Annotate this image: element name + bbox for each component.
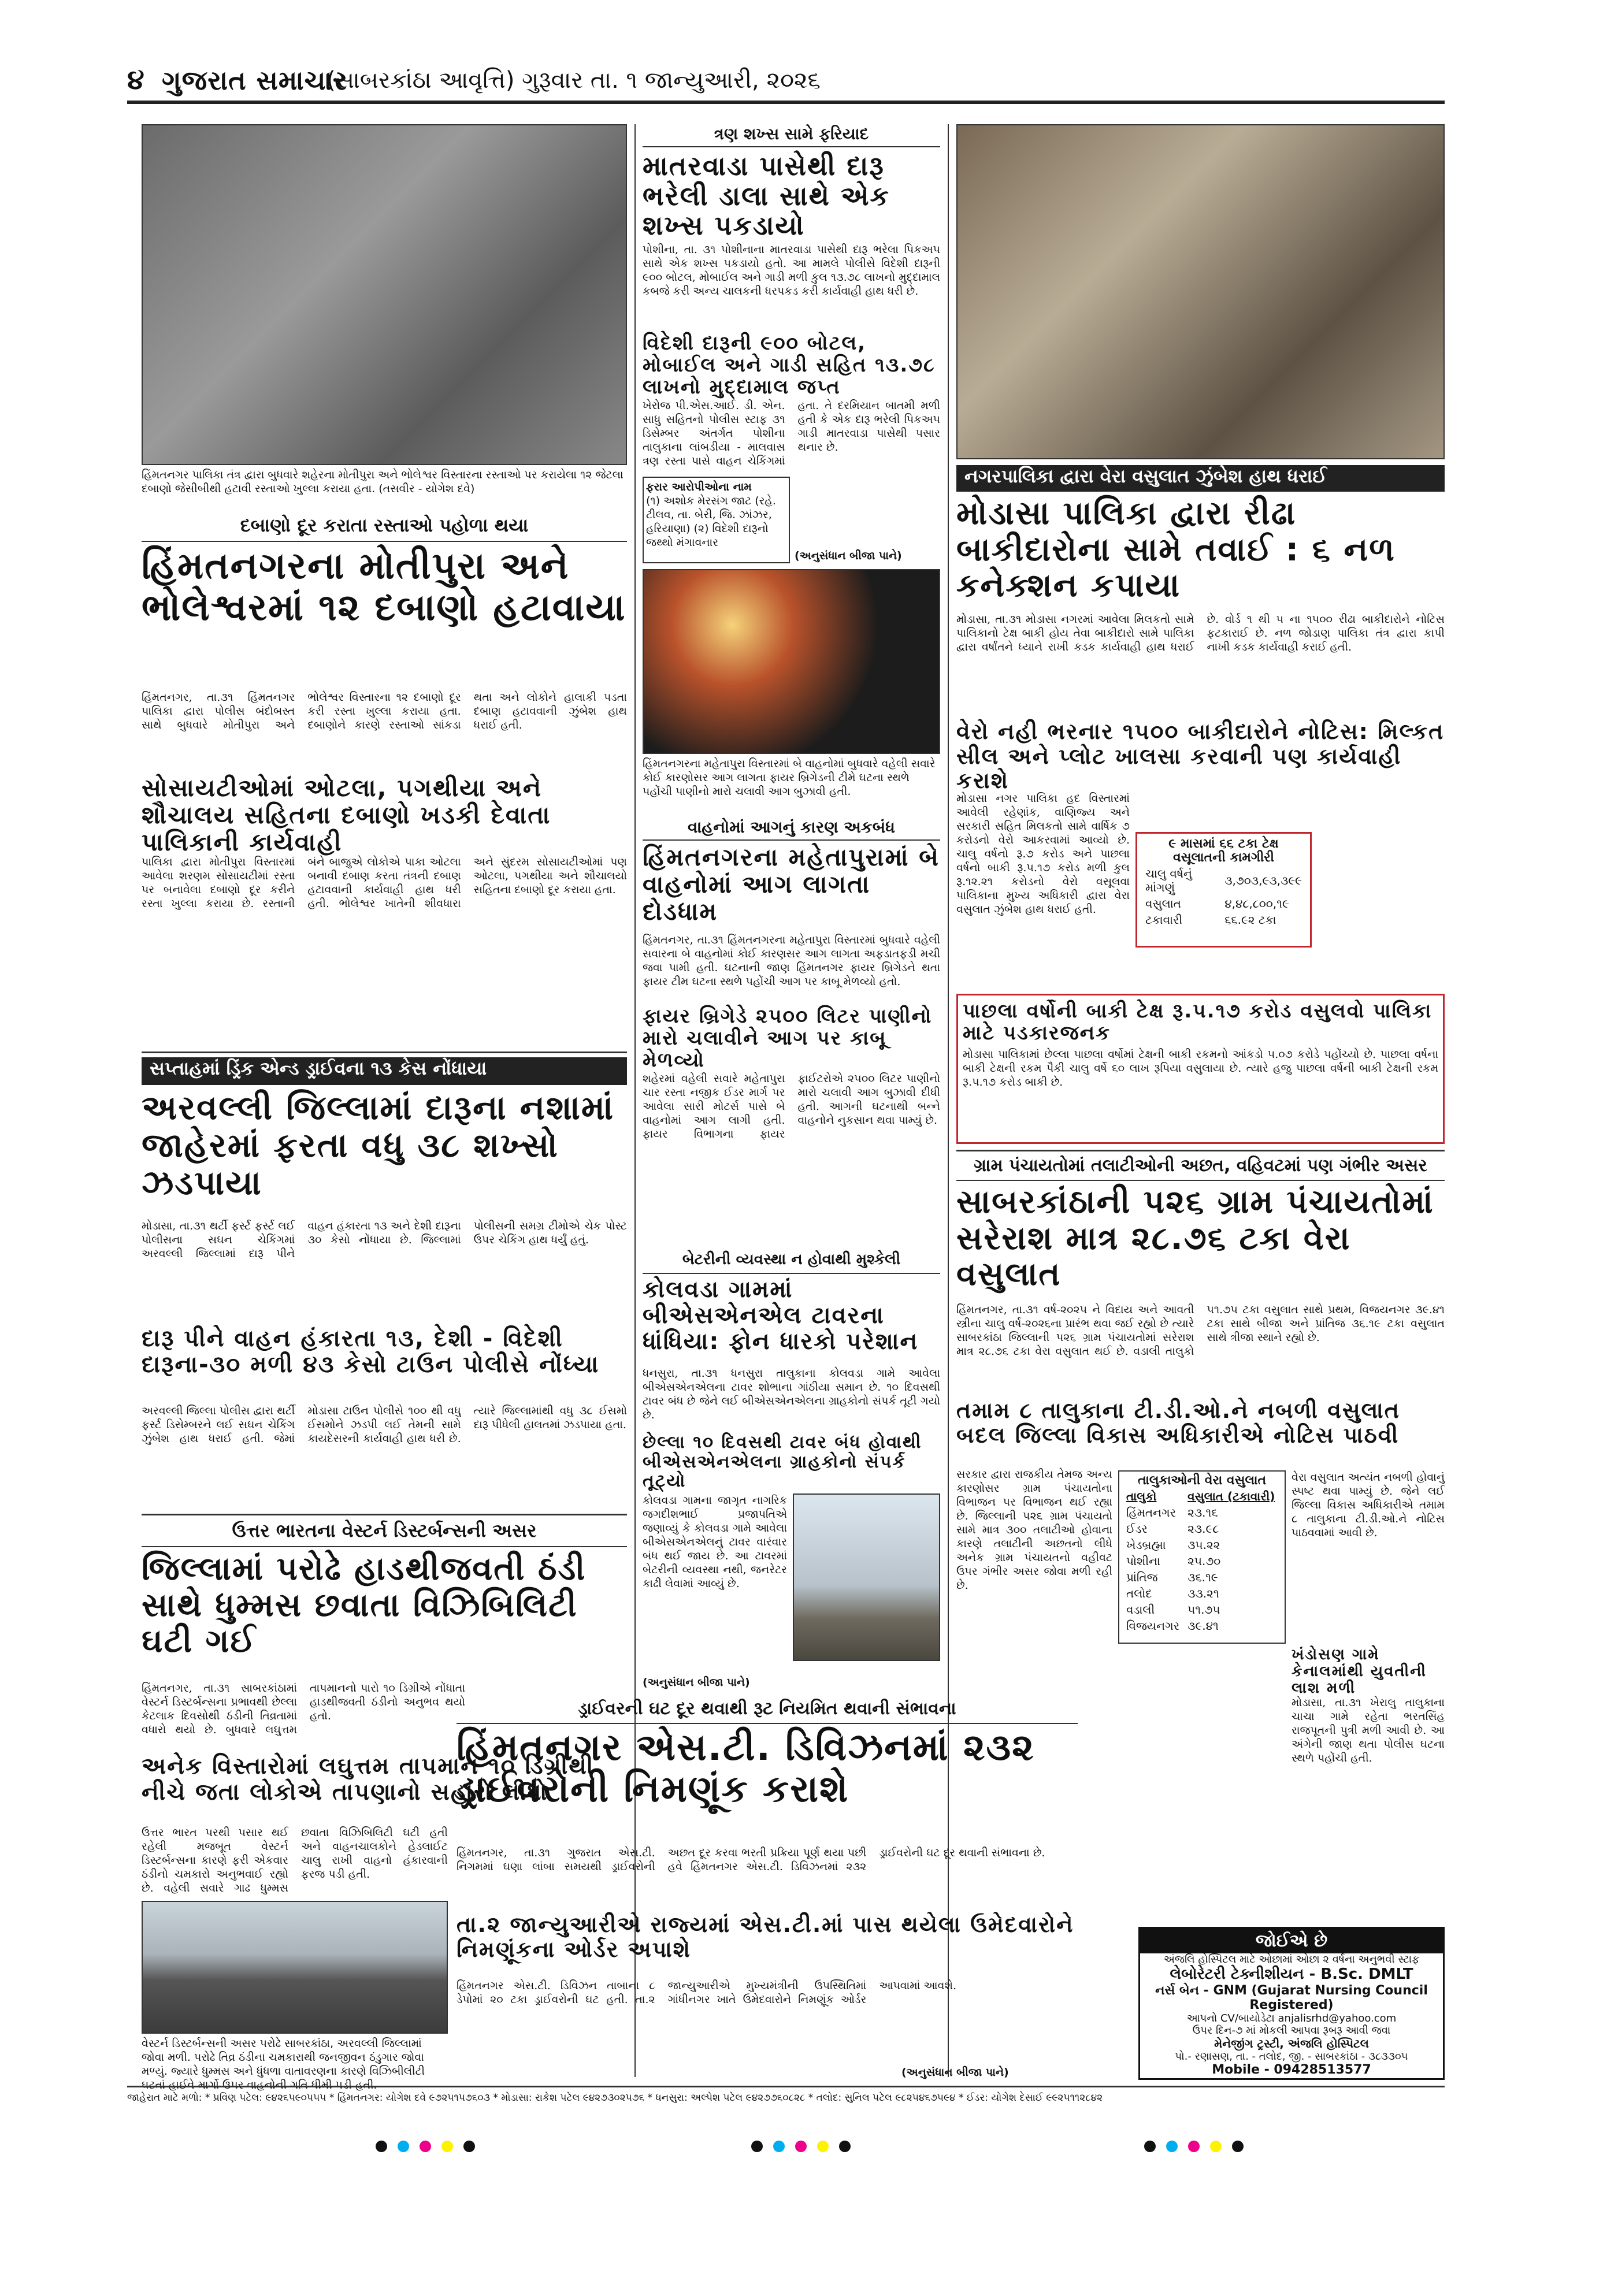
headline: મોડાસા પાલિકા દ્વારા રીઢા બાકીદારોના સામે તવાઈ : ૬ નળ કનેક્શન કપાયા: [956, 495, 1396, 605]
article-body: કોલવડા ગામના જાગૃત નાગરિક જગદીશભાઈ પ્રજાપતિએ જણાવ્યું કે કોલવડા ગામે આવેલા બીએસએનએલનું ટાવર વારંવાર બંધ થઈ જાય છે. આ ટાવરમાં બેટરીની વ્યવસ્થા નથી, જનરેટર કાઢી લેવામાં આવ્યું છે.: [643, 1494, 787, 1590]
page-number: ૪: [127, 64, 144, 96]
article-body: હિંમતનગર, તા.૩૧ ગુજરાત એસ.ટી. નિગમમાં ઘણા લાંબા સમયથી ડ્રાઈવરોની અછત દૂર કરવા ભરતી પ્રક્રિયા પૂર્ણ થયા પછી હવે હિંમતનગર એસ.ટી. ડિવિઝનમાં ૨૩૨ ડ્રાઈવરોની ઘટ દૂર થવાની સંભાવના છે.: [457, 1847, 1045, 1873]
arrears-body: મોડાસા પાલિકામાં છેલ્લા પાછલા વર્ષોમાં ટેક્ષની બાકી રકમનો આંકડો ૫.૦૭ કરોડે પહોંચ્યો છે. પાછલા વર્ષના બાકી ટેક્ષની રકમ પૈકી ચાલુ વર્ષે ૬૦ લાખ રૂપિયા વસુલાયા છે. ત્યારે હજુ પાછલા વર્ષની બાકી ટેક્ષની રકમ રૂ.૫.૧૭ કરોડ બાકી છે.: [963, 1048, 1438, 1089]
photo-caption: હિંમતનગર પાલિકા તંત્ર દ્વારા બુધવારે શહેરના મોતીપુરા અને ભોલેશ્વર વિસ્તારના રસ્તાઓ પર કરાયેલા ૧૨ જેટલા દબાણો જેસીબીથી હટાવી રસ્તાઓ ખુલ્લા કરાયા હતા. (તસવીર - યોગેશ દવે): [142, 469, 624, 495]
article-body: ધનસુરા, તા.૩૧ ધનસુરા તાલુકાના કોલવડા ગામે આવેલા બીએસએનએલના ટાવર શોભાના ગાંઠીયા સમાન છે. ૧૦ દિવસથી ટાવર બંધ છે જેને લઈ બીએસએનએલના ગ્રાહકોનો સંપર્ક તૂટી ગયો છે.: [643, 1367, 940, 1421]
kicker: નગરપાલિકા દ્વારા વેરા વસુલાત ઝુંબેશ હાથ ધરાઈ: [956, 465, 1445, 492]
registration-dot: [463, 2141, 475, 2152]
registration-marks: [751, 2138, 959, 2155]
table-row: પોશીના ૨૫.૭૦: [1126, 1554, 1221, 1568]
article-body: વેરા વસુલાત અત્યંત નબળી હોવાનું સ્પષ્ટ થવા પામ્યું છે. જેને લઈ જિલ્લા વિકાસ અધિકારીએ તમામ ૮ તાલુકાના ટી.ડી.ઓ.ને નોટિસ પાઠવવામાં આવી છે.: [1292, 1471, 1445, 1539]
table-row: તલોદ ૩૩.૨૧: [1126, 1587, 1219, 1600]
kicker: સપ્તાહમાં ડ્રિંક એન્ડ ડ્રાઈવના ૧૩ કેસ નોંધાયા: [142, 1057, 627, 1085]
article-body: હિંમતનગર, તા.૩૧ વર્ષ-૨૦૨૫ ને વિદાય અને આવતી સ્ત્રીના ચાલુ વર્ષ-૨૦૨૬ના પ્રારંભ થવા જઈ રહ્યો છે ત્યારે સાબરકાંઠા જિલ્લાની પ૨૬ ગ્રામ પંચાયતોમાં સરેરાશ માત્ર ૨૮.૭૬ ટકા વેરા વસુલાત થઈ છે. વડાલી તાલુકો પ૧.૭૫ ટકા વસુલાત સાથે પ્રથમ, વિજયનગર ૩૯.૪૧ ટકા સાથે બીજા અને પ્રાંતિજ ૩૬.૧૯ ટકા વસુલાત સાથે ત્રીજા સ્થાને રહ્યો છે.: [956, 1303, 1445, 1358]
table-row: ટકાવારી ૬૬.૯૨ ટકા: [1145, 913, 1276, 927]
accused-list: (૧) અશોક મેરસંગ જાટ (રહે. ટીલવ, તા. બેરી, જિ. ઝાંઝર, હરિયાણા) (૨) વિદેશી દારૂનો જથ્થો મંગાવનાર: [646, 495, 776, 549]
headline: માતરવાડા પાસેથી દારૂ ભરેલી ડાલા સાથે એક શખ્સ પકડાયો: [643, 150, 890, 242]
newspaper-name: ગુજરાત સમાચાર: [162, 65, 347, 96]
kicker: ત્રણ શખ્સ સામે ફરિયાદ: [643, 124, 940, 147]
registration-dot: [751, 2141, 763, 2152]
registration-dot: [1144, 2141, 1156, 2152]
subheadline: ફાયર બ્રિગેડે ૨૫૦૦ લિટર પાણીનો મારો ચલાવીને આગ પર કાબૂ મેળવ્યો: [643, 1005, 933, 1072]
edition-date: (સાબરકાંઠા આવૃત્તિ) ગુરૂવાર તા. ૧ જાન્યુઆરી, ૨૦૨૬: [326, 67, 821, 94]
article-body: હિંમતનગર, તા.૩૧ સાબરકાંઠામાં વેસ્ટર્ન ડિસ્ટર્બન્સના પ્રભાવથી છેલ્લા કેટલાક દિવસોથી ઠંડીની તિવ્રતામાં વધારો થયો છે. બુધવારે લઘુત્તમ તાપમાનનો પારો ૧૦ ડિગ્રીએ નોંધાતા હાડથીજવતી ઠંડીનો અનુભવ થયો હતો.: [142, 1682, 465, 1736]
taluka-table: [1122, 1488, 1279, 1634]
headline: અરવલ્લી જિલ્લામાં દારૂના નશામાં જાહેરમાં ફરતા વધુ ૩૮ શખ્સો ઝડપાયા: [142, 1088, 615, 1202]
table-row: ખેડબ્રહ્મા ૩૫.૨૨: [1126, 1538, 1220, 1552]
table-row: ચાલુ વર્ષનું માંગણું ૩,૭૦૩,૯૩,૩૯૯: [1145, 867, 1302, 894]
article-body: હિંમતનગર એસ.ટી. ડિવિઝન તાબાના ૮ ડેપોમાં ૨૦ ટકા ડ્રાઈવરોની ઘટ હતી. તા.૨ જાન્યુઆરીએ મુખ્યમંત્રીની ઉપસ્થિતિમાં ગાંધીનગર ખાતે ઉમેદવારોને નિમણૂંક ઓર્ડર આપવામાં આવશે.: [457, 1979, 957, 2006]
article-body: અરવલ્લી જિલ્લા પોલીસ દ્વારા થર્ટી ફર્સ્ટ ડિસેમ્બરને લઈ સઘન ચેકિંગ ઝુંબેશ હાથ ધરાઈ હતી. જેમાં મોડાસા ટાઉન પોલીસે ૧૦૦ થી વધુ ઈસમોને ઝડપી લઈ તેમની સામે કાયદેસરની કાર્યવાહી હાથ ધરી છે. ત્યારે જિલ્લામાંથી વધુ ૩૮ ઈસમો દારૂ પીધેલી હાલતમાં ઝડપાયા હતા.: [142, 1405, 627, 1445]
article-body: પાલિકા દ્વારા મોતીપુરા વિસ્તારમાં આવેલા શરણમ સોસાયટીમાં રસ્તા પર બનાવેલા દબાણો દૂર કરીને રસ્તા ખુલ્લા કરાયા છે. રસ્તાની બંને બાજુએ લોકોએ પાકા ઓટલા બનાવી દબાણ કરતા તંત્રની દબાણ હટાવવાની કાર્યવાહી હાથ ધરી હતી. ભોલેશ્વર ખાતેની શીવધારા અને સુંદરમ સોસાયટીઓમાં પણ ઓટલા, પગથીયા અને શૌચાલયો સહિતના દબાણો દૂર કરાયા હતા.: [142, 856, 627, 910]
taluka-table-title: તાલુકાઓની વેરા વસુલાત: [1137, 1473, 1267, 1488]
tax-table: [1141, 865, 1307, 928]
subheadline: અનેક વિસ્તારોમાં લઘુત્તમ તાપમાન ૧૦ ડિગ્રીથી નીચે જતા લોકોએ તાપણાનો સહારો લીધો: [142, 1753, 595, 1805]
registration-dot: [1232, 2141, 1244, 2152]
registration-dot: [839, 2141, 851, 2152]
article-body: મોડાસા, તા.૩૧ થર્ટી ફર્સ્ટ ફર્સ્ટ લઈ પોલીસના સઘન ચેકિંગમાં અરવલ્લી જિલ્લામાં દારૂ પીને વાહન હંકારતા ૧૩ અને દેશી દારૂના ૩૦ કેસો નોંધાયા છે. જિલ્લામાં પોલીસની સમગ્ર ટીમોએ ચેક પોસ્ટ ઉપર ચેકિંગ હાથ ધર્યું હતું.: [142, 1220, 627, 1260]
kicker: દબાણો દૂર કરાતા રસ્તાઓ પહોળા થયા: [142, 514, 627, 542]
registration-dot: [817, 2141, 829, 2152]
table-row: ઈડર ૨૩.૯૮: [1126, 1522, 1219, 1536]
subheadline: તા.૨ જાન્યુઆરીએ રાજ્યમાં એસ.ટી.માં પાસ થયેલા ઉમેદવારોને નિમણૂંકના ઓર્ડર અપાશે: [457, 1912, 1074, 1962]
tax-summary-box: [1135, 832, 1312, 948]
kicker: ઉત્તર ભારતના વેસ્ટર્ન ડિસ્ટર્બન્સની અસર: [142, 1519, 627, 1547]
table-row: વડાલી ૫૧.૭૫: [1126, 1603, 1220, 1617]
photo-caption: વેસ્ટર્ન ડિસ્ટર્બન્સની અસર પરોઢે સાબરકાંઠા, અરવલ્લી જિલ્લામાં જોવા મળી. પરોઢે તિવ્ર ઠંડીના ચમકારાથી જનજીવન ઠંડુગાર જોવા મળ્યું. જ્યારે ધુમ્મસ અને ધુંધળા વાતાવરણના કારણે વિઝિબીલીટી ઘટતાં હાઈવે માર્ગો ઉપર વાહનોની ગતિ ધીમી પડી હતી.: [142, 2037, 425, 2091]
table-row: હિંમતનગર ૨૩.૧૬: [1126, 1506, 1218, 1519]
article-body: પોશીના, તા. ૩૧ પોશીનાના માતરવાડા પાસેથી દારૂ ભરેલા પિકઅપ સાથે એક શખ્સ પકડાયો હતો. આ મામલે પોલીસે વિદેશી દારૂની ૯૦૦ બોટલ, મોબાઈલ અને ગાડી મળી કુલ ૧૩.૭૮ લાખનો મુદ્દામાલ કબજે કરી અન્ય ચાલકની ધરપકડ કરી કાર્યવાહી હાથ ધરી છે.: [643, 243, 940, 298]
taluka-table-box: [1118, 1470, 1286, 1644]
ad-line: પો.- રણાસણ, તા. - તલોદ, જી. - સાબરકાંઠા - ૩૮૩૩૦૫: [1175, 2050, 1408, 2063]
ad-mobile: Mobile - 09428513577: [1212, 2063, 1371, 2077]
headline: કોલવડા ગામમાં બીએસએનએલ ટાવરના ધાંધિયા: ફોન ધારકો પરેશાન: [643, 1276, 919, 1355]
vehicle-fire-photo: [643, 569, 940, 754]
article-body: હિંમતનગર, તા.૩૧ હિંમતનગરના મહેતાપુરા વિસ્તારમાં બુધવારે વહેલી સવારના બે વાહનોમાં કોઈ કારણસર આગ લાગતા અફડાતફડી મચી જવા પામી હતી. ઘટનાની જાણ હિંમતનગર ફાયર બ્રિગેડને થતા ફાયર ટીમ ઘટના સ્થળે પહોંચી આગ પર કાબૂ મેળવ્યો હતો.: [643, 934, 940, 988]
ad-line: અંજલિ હોસ્પિટલ માટે ઓછામાં ઓછા ૨ વર્ષના અનુભવી સ્ટાફ: [1163, 1953, 1420, 1966]
headline: હિંમતનગરના મોતીપુરા અને ભોલેશ્વરમાં ૧૨ દબાણો હટાવાયા: [142, 545, 626, 629]
registration-dot: [773, 2141, 785, 2152]
subheadline: વેરો નહી ભરનાર ૧૫૦૦ બાકીદારોને નોટિસ: મિલ્કત સીલ અને પ્લોટ ખાલસા કરવાની પણ કાર્યવાહી કરાશે: [956, 719, 1445, 794]
subheadline: તમામ ૮ તાલુકાના ટી.ડી.ઓ.ને નબળી વસુલાત બદલ જિલ્લા વિકાસ અધિકારીએ નોટિસ પાઠવી: [956, 1398, 1400, 1448]
fog-highway-photo: [142, 1901, 448, 2034]
ad-line: મેનેજીંગ ટ્રસ્ટી, અંજલિ હોસ્પિટલ: [1214, 2037, 1369, 2050]
arrears-title: પાછલા વર્ષોની બાકી ટેક્ષ રૂ.૫.૧૭ કરોડ વસુલવો પાલિકા માટે પડકારજનક: [963, 1000, 1433, 1045]
registration-dot: [1166, 2141, 1178, 2152]
ad-line: ઉપર દિન-૭ માં મોકલી આપવા રૂબરૂ આવી જવા: [1192, 2024, 1391, 2037]
ad-line: આપનો CV/બાયોડેટા anjalisrhd@yahoo.com: [1186, 2012, 1397, 2024]
article-body: ઉત્તર ભારત પરથી પસાર થઈ રહેલી મજબૂત વેસ્ટર્ન ડિસ્ટર્બન્સના કારણે ફરી એકવાર ઠંડીનો ચમકારો અનુભવાઈ રહ્યો છે. વહેલી સવારે ગાઢ ધુમ્મસ છવાતા વિઝિબિલિટી ઘટી હતી અને વાહનચાલકોને હેડલાઈટ ચાલુ રાખી વાહનો હંકારવાની ફરજ પડી હતી.: [142, 1826, 448, 1894]
job-advertisement: [1138, 1927, 1445, 2080]
article-body: સરકાર દ્વારા રાજકીય તેમજ અન્ય કારણોસર ગ્રામ પંચાયતોના વિભાજન પર વિભાજન થઈ રહ્યા છે. જિલ્લાની પ૨૬ ગ્રામ પંચાયતો સામે માત્ર ૩૦૦ તલાટીઓ હોવાના કારણે તલાટીની અછતનો લીધે અનેક ગ્રામ પંચાયતનો વહીવટ ઉપર ગંભીર અસર જોવા મળી રહી છે.: [956, 1468, 1112, 1592]
table-row: પ્રાંતિજ ૩૬.૧૯: [1126, 1570, 1218, 1584]
arrears-box: [956, 994, 1445, 1144]
accused-box: [643, 477, 790, 563]
ad-line: નર્સ બેન - GNM (Gujarat Nursing Council Registered): [1155, 1983, 1428, 2012]
article-body: મોડાસા, તા.૩૧ ખેરાલુ તાલુકાના ચાચા ગામે રહેતા ભરતસિંહ રાજપૂતની પુત્રી મળી આવી છે. આ અંગેની જાણ થતા પોલીસ ઘટના સ્થળે પહોંચી હતી.: [1292, 1696, 1445, 1764]
headline: હિંમતનગર એસ.ટી. ડિવિઝનમાં ૨૩૨ ડ્રાઈવરોની નિમણૂંક કરાશે: [457, 1726, 1035, 1811]
article-body: ખેરોજ પી.એસ.આઈ. ડી. એન. સાધુ સહિતનો પોલીસ સ્ટાફ ૩૧ ડિસેમ્બર અંતર્ગત પોશીના તાલુકાના લાંબડીયા - માલવાસ ત્રણ રસ્તા પાસે વાહન ચેકિંગમાં હતા. તે દરમિયાન બાતમી મળી હતી કે એક દારૂ ભરેલી પિકઅપ ગાડી માતરવાડા પાસેથી પસાર થનાર છે.: [643, 399, 940, 467]
registration-marks: [1144, 2138, 1352, 2155]
continued-note: (અનુસંધાન બીજા પાને): [643, 1676, 750, 1689]
table-row: વિજયનગર ૩૯.૪૧: [1126, 1619, 1219, 1633]
water-connection-photo: [956, 124, 1445, 459]
article-body: શહેરમાં વહેલી સવારે મહેતાપુરા ચાર રસ્તા નજીક ઈડર માર્ગ પર આવેલા સારી મોટર્સ પાસે બે વાહનોમાં આગ લાગી હતી. ફાયર વિભાગના ફાયર ફાઈટરોએ ૨૫૦૦ લિટર પાણીનો મારો ચલાવી આગ બુઝાવી દીધી હતી. આગની ઘટનાથી બન્ને વાહનોને નુકસાન થવા પામ્યું છે.: [643, 1072, 940, 1140]
registration-dot: [795, 2141, 807, 2152]
registration-dot: [1188, 2141, 1200, 2152]
registration-dot: [420, 2141, 431, 2152]
accused-title: ફરાર આરોપીઓના નામ: [646, 481, 752, 493]
bsnl-tower-photo: [793, 1493, 940, 1661]
divider: [142, 1052, 627, 1053]
subheadline: સોસાયટીઓમાં ઓટલા, પગથીયા અને શૌચાલય સહિતના દબાણો ખડકી દેવાતા પાલિકાની કાર્યવાહી: [142, 774, 551, 857]
masthead: [127, 64, 1445, 104]
kicker: ડ્રાઈવરની ઘટ દૂર થવાથી રૂટ નિયમિત થવાની સંભાવના: [457, 1699, 1078, 1724]
divider: [142, 1514, 627, 1515]
registration-dot: [1210, 2141, 1222, 2152]
demolition-photo: [142, 124, 627, 465]
tax-box-title: ૯ માસમાં ૬૬ ટકા ટેક્ષ વસૂલાતની કામગીરી: [1168, 837, 1279, 865]
kicker: બેટરીની વ્યવસ્થા ન હોવાથી મુશ્કેલી: [643, 1251, 940, 1274]
ad-line: લેબોરેટરી ટેક્નીશીયન - B.Sc. DMLT: [1170, 1966, 1413, 1983]
subheadline: છેલ્લા ૧૦ દિવસથી ટાવર બંધ હોવાથી બીએસએનએલના ગ્રાહકોનો સંપર્ક તૂટ્યો: [643, 1432, 922, 1492]
article-body: હિંમતનગર, તા.૩૧ હિંમતનગર પાલિકા દ્વારા પોલીસ બંદોબસ્ત સાથે બુધવારે મોતીપુરા અને ભોલેશ્વર વિસ્તારના ૧૨ દબાણો દૂર કરી રસ્તા ખુલ્લા કરાયા હતા. દબાણોને કારણે રસ્તાઓ સાંકડા થતા અને લોકોને હાલાકી પડતા દબાણ હટાવવાની ઝુંબેશ હાથ ધરાઈ હતી.: [142, 691, 627, 731]
kicker: વાહનોમાં આગનું કારણ અકબંધ: [643, 818, 940, 841]
table-header: તાલુકો વસુલાત (ટકાવારી): [1126, 1489, 1275, 1503]
ad-header: જોઈએ છે: [1140, 1929, 1443, 1953]
divider: [956, 1150, 1445, 1151]
subheadline: ખંડોસણ ગામે કેનાલમાંથી યુવતીની લાશ મળી: [1292, 1646, 1427, 1697]
subheadline: દારૂ પીને વાહન હંકારતા ૧૩, દેશી - વિદેશી દારૂના-૩૦ મળી ૪૩ કેસો ટાઉન પોલીસે નોંધ્યા: [142, 1325, 600, 1378]
subheadline: વિદેશી દારૂની ૯૦૦ બોટલ, મોબાઈલ અને ગાડી સહિત ૧૩.૭૮ લાખનો મુદ્દામાલ જપ્ત: [643, 332, 936, 399]
registration-dot: [398, 2141, 409, 2152]
article-body: મોડાસા, તા.૩૧ મોડાસા નગરમાં આવેલા મિલકતો સામે પાલિકાનો ટેક્ષ બાકી હોય તેવા બાકીદારો સામે પાલિકા દ્વારા વર્ષાંતને ધ્યાને રાખી કડક કાર્યવાહી હાથ ધરાઈ છે. વોર્ડ ૧ થી ૫ ના ૧૫૦૦ રીઢા બાકીદારોને નોટિસ ફટકારાઈ છે. નળ જોડાણ પાલિકા તંત્ર દ્વારા કાપી નાખી કડક કાર્યવાહી કરાઈ હતી.: [956, 613, 1445, 653]
continued-note: (અનુસંધાન બીજા પાને): [795, 549, 902, 562]
photo-caption: હિંમતનગરના મહેતાપુરા વિસ્તારમાં બે વાહનોમાં બુધવારે વહેલી સવારે કોઈ કારણોસર આગ લાગતા ફાયર બ્રિગેડની ટીમે ઘટના સ્થળે પહોંચી પાણીનો મારો ચલાવી આગ બુઝાવી હતી.: [643, 757, 936, 798]
headline: જિલ્લામાં પરોઢે હાડથીજવતી ઠંડી સાથે ધુમ્મસ છવાતા વિઝિબિલિટી ઘટી ગઈ: [142, 1550, 587, 1660]
registration-dot: [376, 2141, 387, 2152]
registration-marks: [376, 2138, 584, 2155]
registration-dot: [441, 2141, 453, 2152]
headline: સાબરકાંઠાની પ૨૬ ગ્રામ પંચાયતોમાં સરેરાશ માત્ર ૨૮.૭૬ ટકા વેરા વસુલાત: [956, 1183, 1434, 1294]
kicker: ગ્રામ પંચાયતોમાં તલાટીઓની અછત, વહિવટમાં પણ ગંભીર અસર: [956, 1156, 1445, 1181]
headline: હિંમતનગરના મહેતાપુરામાં બે વાહનોમાં આગ લાગતા દોડધામ: [643, 843, 940, 926]
article-body: મોડાસા નગર પાલિકા હદ વિસ્તારમાં આવેલી રહેણાંક, વાણિજ્ય અને સરકારી સહિત મિલકતો સામે વાર્ષિક ૭ કરોડનો વેરો આકરવામાં આવ્યો છે. ચાલુ વર્ષનો રૂ.૭ કરોડ અને પાછલા વર્ષનો બાકી રૂ.૫.૧૭ કરોડ મળી કુલ રૂ.૧૨.૨૧ કરોડનો વેરો વસૂલવા પાલિકાના મુખ્ય અધિકારી દ્વારા વેરા વસુલાત ઝુંબેશ હાથ ધરાઈ હતી.: [956, 792, 1130, 916]
footer-contacts: જાહેરાત માટે મળો: * પ્રવિણ પટેલ: ૯૪૨૬૫૯૦૫૫૫ * હિંમતનગર: યોગેશ દવે ૯૭૨૫૧૫૭૬૦૩ * મોડાસા: રાકેશ પટેલ ૯૪૨૭૩૦૨૫૭૬ * ધનસુરા: અલ્પેશ પટેલ ૯૪૨૭૭૬૦૮૨૮ * તલોદ: સુનિલ પટેલ ૯૮૨૫૪૬૭૫૯૪ * ઈડર: યોગેશ દેસાઈ ૯૯૨૫૧૧૨૮૪૨: [127, 2086, 1445, 2109]
continued-note: (અનુસંધાન બીજા પાને): [901, 2066, 1009, 2079]
table-row: વસુલાત ૪,૪૮,૮૦૦,૧૯: [1145, 897, 1289, 911]
